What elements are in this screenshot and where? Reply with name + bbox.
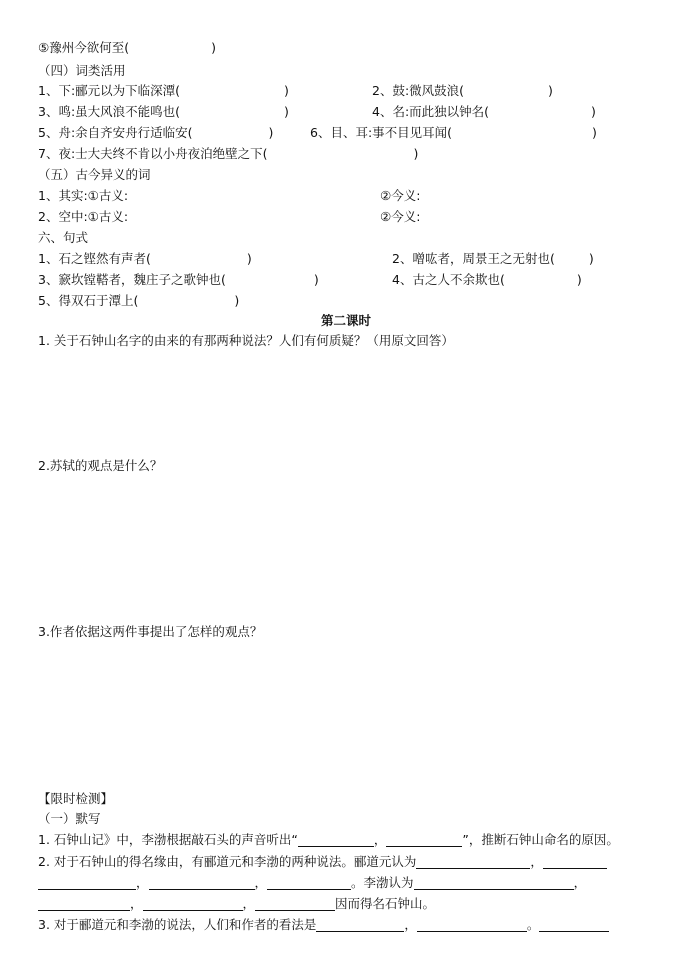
question-item: 1、下:郦元以为下临深潭( ) [38,83,289,98]
blank-field[interactable] [143,896,243,911]
item-row [0,290,692,311]
question-item: 2、空中:①古义: [38,209,129,224]
question-item: 5、舟:余自齐安舟行适临安( ) [38,125,274,140]
blank-field[interactable] [414,875,574,890]
question-text: 1. 关于石钟山名字的由来的有那两种说法？人们有何质疑？（用原文回答） [38,333,454,348]
section-heading [0,60,692,81]
item-row [0,206,692,227]
test-subheading: （一）默写 [38,811,101,826]
question-text: 3.作者依据这两件事提出了怎样的观点？ [38,624,263,639]
lesson-title-row [0,310,692,331]
section-heading [0,164,692,185]
question-item: 5、得双石于潭上( ) [38,293,240,308]
item-row [0,248,692,269]
question-row [0,914,692,935]
blank-field[interactable] [267,875,351,890]
question-item: 1、其实:①古义: [38,188,129,203]
fill-in-question: 2. 对于石钟山的得名缘由，有郦道元和李渤的两种说法。郦道元认为 ， [38,851,607,872]
question-item: 3、窾坎镗鞳者，魏庄子之歌钟也( ) [38,272,319,287]
fill-in-question: 1. 石钟山记》中，李渤根据敲石头的声音听出“ ， ”，推断石钟山命名的原因。 [38,832,619,847]
question-item: 7、夜:士大夫终不肯以小舟夜泊绝壁之下( ) [38,146,419,161]
section-heading [0,227,692,248]
fill-in-question: ， ， 因而得名石钟山。 [38,893,435,914]
section-heading-text: 六、句式 [38,230,89,245]
blank-field[interactable] [543,854,607,869]
blank-field[interactable] [255,896,335,911]
blank-field[interactable] [386,832,462,847]
section-heading [0,788,692,809]
question-item: 4、名:而此独以钟名( ) [372,104,596,119]
blank-field[interactable] [539,917,609,932]
question-item: ②今义: [380,209,421,224]
question-item: ⑤豫州今欲何至( ) [38,40,216,55]
item-row [0,143,692,164]
question-row [0,829,692,850]
section-heading [0,808,692,829]
question-item: 1、石之铿然有声者( ) [38,251,252,266]
question-row [0,455,692,476]
test-heading: 【限时检测】 [38,791,114,806]
question-item: 6、目、耳:事不目见耳闻( ) [310,125,597,140]
question-item: 2、噌吰者，周景王之无射也( ) [392,251,594,266]
lesson-title: 第二课时 [320,313,371,328]
item-row [0,185,692,206]
question-item: 4、古之人不余欺也( ) [392,272,582,287]
question-row [0,893,692,914]
item-row [0,269,692,290]
question-row [0,872,692,893]
question-row [0,621,692,642]
blank-field[interactable] [38,896,130,911]
question-item: 3、鸣:虽大风浪不能鸣也( ) [38,104,289,119]
blank-field[interactable] [417,917,527,932]
section-heading-text: （五）古今异义的词 [38,167,151,182]
item-row [0,37,692,58]
item-row [0,101,692,122]
fill-in-question: ， ， 。李渤认为 ， [38,872,586,893]
blank-field[interactable] [149,875,255,890]
blank-field[interactable] [298,832,374,847]
blank-field[interactable] [38,875,136,890]
question-item: ②今义: [380,188,421,203]
section-heading-text: （四）词类活用 [38,63,126,78]
blank-field[interactable] [416,854,530,869]
question-item: 2、鼓:微风鼓浪( ) [372,83,553,98]
item-row [0,80,692,101]
fill-in-question: 3. 对于郦道元和李渤的说法，人们和作者的看法是 ， 。 [38,914,609,935]
question-row [0,330,692,351]
question-text: 2.苏轼的观点是什么？ [38,458,163,473]
blank-field[interactable] [316,917,404,932]
question-row [0,851,692,872]
item-row [0,122,692,143]
